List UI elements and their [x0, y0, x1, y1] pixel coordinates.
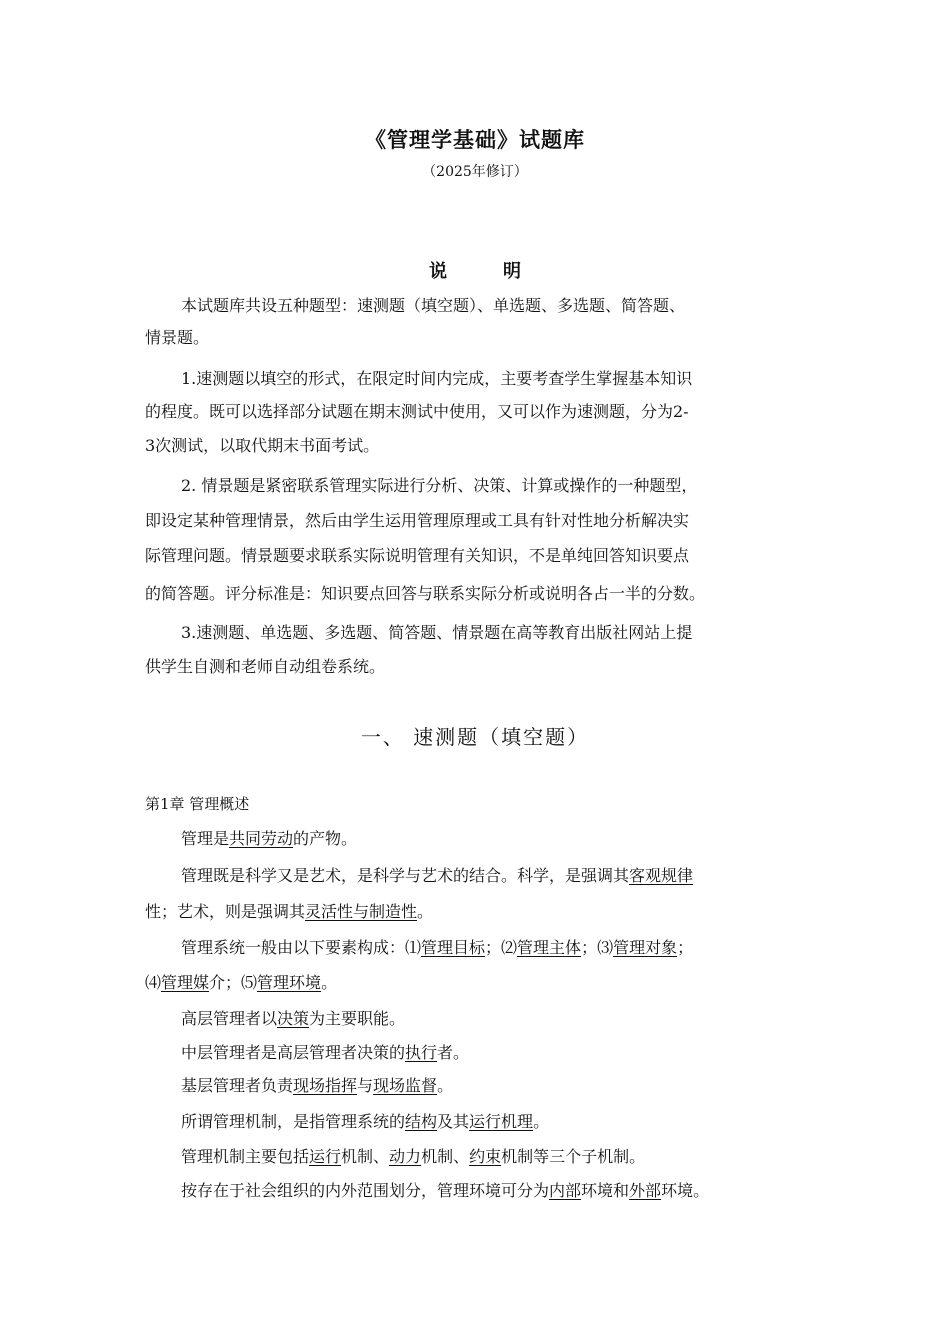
q1-answer: 共同劳动	[229, 829, 294, 848]
q8-answer-2: 动力	[389, 1147, 422, 1166]
note-point2-line-4: 的简答题。评分标准是：知识要点回答与联系实际分析或说明各占一半的分数。	[145, 584, 706, 603]
question-2-line-2	[145, 896, 815, 928]
q3-sep-3: ；	[677, 938, 694, 957]
q8-text-mid-2: 机制、	[421, 1147, 470, 1166]
q5-text-post: 者。	[437, 1043, 470, 1062]
note-heading-char-1: 说	[429, 261, 447, 282]
note-point2-line-2: 即设定某种管理情景，然后由学生运用管理原理或工具有针对性地分析解决实	[145, 511, 690, 530]
q3-sep-1: ；⑵	[485, 938, 518, 957]
note-heading	[0, 257, 950, 283]
q2-text-post: 。	[417, 902, 434, 921]
question-3-line-2	[145, 967, 815, 999]
q3-sep-4: 介；⑸	[209, 973, 258, 992]
q4-text-pre: 高层管理者以	[181, 1009, 278, 1028]
note-intro-line-2: 情景题。	[145, 328, 210, 347]
q8-text-mid-1: 机制、	[341, 1147, 390, 1166]
chapter-heading: 第1章 管理概述	[145, 795, 250, 813]
q5-text-pre: 中层管理者是高层管理者决策的	[181, 1043, 406, 1062]
question-4	[181, 1003, 815, 1035]
note-point1-line-1: 1.速测题以填空的形式，在限定时间内完成，主要考查学生掌握基本知识	[181, 369, 693, 388]
q2-text-pre: 管理既是科学又是艺术，是科学与艺术的结合。科学，是强调其	[181, 866, 630, 885]
q8-answer-3: 约束	[469, 1147, 502, 1166]
q2-answer-2: 灵活性与制造性	[305, 902, 418, 921]
q3-sep-2: ；⑶	[581, 938, 614, 957]
q3-sep-5: 。	[321, 973, 338, 992]
q2-answer-1: 客观规律	[629, 866, 694, 885]
note-point1-line-2: 的程度。既可以选择部分试题在期末测试中使用，又可以作为速测题，分为2-	[145, 402, 689, 421]
q7-text-pre: 所谓管理机制，是指管理系统的	[181, 1112, 406, 1131]
q9-answer-2: 外部	[629, 1181, 662, 1200]
question-7	[181, 1106, 815, 1138]
q7-text-mid: 及其	[437, 1112, 470, 1131]
q3-answer-3: 管理对象	[613, 938, 678, 957]
question-5	[181, 1037, 815, 1069]
q9-text-mid: 环境和	[581, 1181, 630, 1200]
q7-answer-1: 结构	[405, 1112, 438, 1131]
question-8	[181, 1141, 815, 1173]
q9-text-pre: 按存在于社会组织的内外范围划分，管理环境可分为	[181, 1181, 550, 1200]
note-point1-line-3: 3次测试，以取代期末书面考试。	[145, 436, 380, 455]
q9-text-post: 环境。	[661, 1181, 710, 1200]
document-subtitle: （2025年修订）	[422, 164, 528, 180]
question-3-line-1	[181, 932, 815, 964]
q3-text-pre-2: ⑷	[145, 973, 162, 992]
q3-answer-4: 管理媒	[161, 973, 210, 992]
note-point2-line-3: 际管理问题。情景题要求联系实际说明管理有关知识，不是单纯回答知识要点	[145, 546, 690, 565]
question-9	[181, 1175, 815, 1207]
q9-answer-1: 内部	[549, 1181, 582, 1200]
q6-answer-2: 现场监督	[373, 1076, 438, 1095]
q8-answer-1: 运行	[309, 1147, 342, 1166]
note-point2-line-1: 2. 情景题是紧密联系管理实际进行分析、决策、计算或操作的一种题型，	[181, 476, 698, 495]
question-1	[181, 823, 815, 855]
q6-text-mid: 与	[357, 1076, 374, 1095]
q7-text-post: 。	[533, 1112, 550, 1131]
q3-answer-5: 管理环境	[257, 973, 322, 992]
q4-answer: 决策	[277, 1009, 310, 1028]
q1-text-post: 的产物。	[293, 829, 358, 848]
q3-answer-1: 管理目标	[421, 938, 486, 957]
note-heading-char-2: 明	[503, 261, 521, 282]
q6-text-post: 。	[437, 1076, 454, 1095]
question-2-line-1	[181, 860, 815, 892]
q8-text-pre: 管理机制主要包括	[181, 1147, 310, 1166]
q3-text-pre: 管理系统一般由以下要素构成：⑴	[181, 938, 422, 957]
q2-text-mid: 性；艺术，则是强调其	[145, 902, 306, 921]
note-point3-line-2: 供学生自测和老师自动组卷系统。	[145, 657, 386, 676]
section-heading: 一、 速测题（填空题）	[360, 725, 590, 749]
note-point3-line-1: 3.速测题、单选题、多选题、简答题、情景题在高等教育出版社网站上提	[181, 623, 693, 642]
q6-answer-1: 现场指挥	[293, 1076, 358, 1095]
q4-text-post: 为主要职能。	[309, 1009, 406, 1028]
q7-answer-2: 运行机理	[469, 1112, 534, 1131]
q8-text-post: 机制等三个子机制。	[501, 1147, 646, 1166]
q3-answer-2: 管理主体	[517, 938, 582, 957]
q6-text-pre: 基层管理者负责	[181, 1076, 294, 1095]
q1-text-pre: 管理是	[181, 829, 230, 848]
question-6	[181, 1070, 815, 1102]
note-intro-line-1: 本试题库共设五种题型：速测题（填空题）、单选题、多选题、简答题、	[181, 296, 686, 315]
document-title: 《管理学基础》试题库	[365, 128, 585, 152]
q5-answer: 执行	[405, 1043, 438, 1062]
